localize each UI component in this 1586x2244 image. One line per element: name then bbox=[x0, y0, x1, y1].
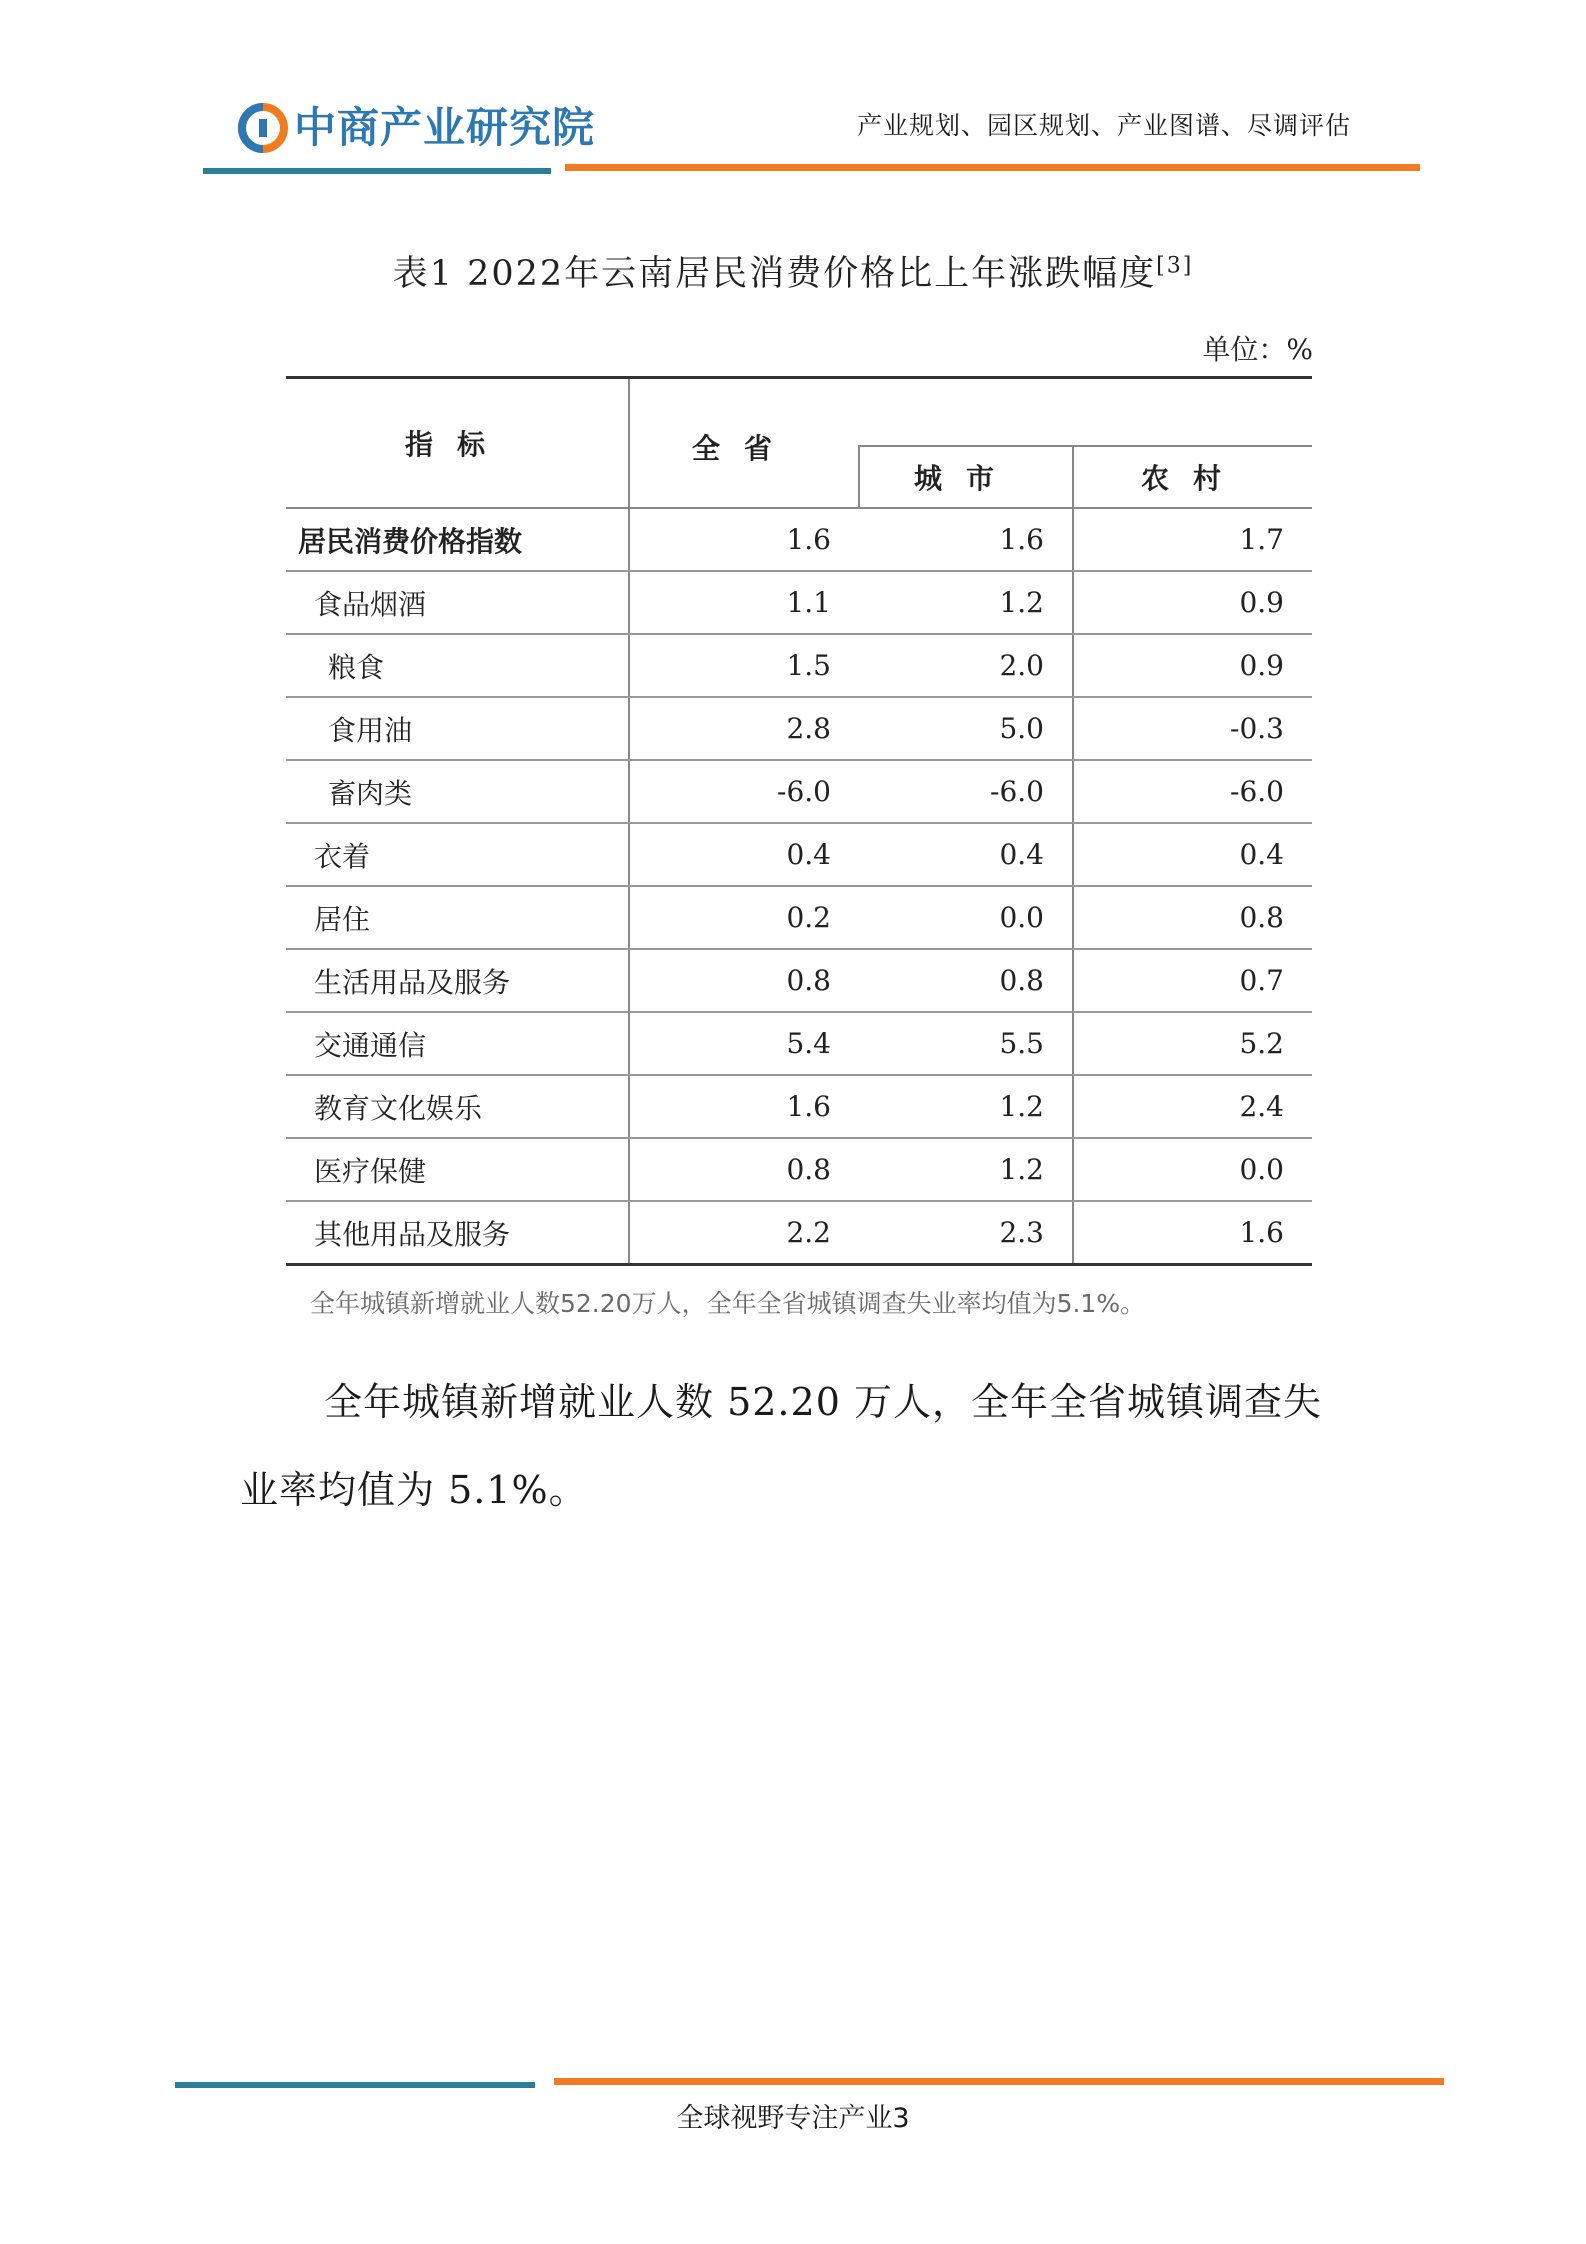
cell-rural: -0.3 bbox=[1073, 697, 1312, 760]
body-paragraph: 全年城镇新增就业人数 52.20 万人，全年全省城镇调查失业率均值为 5.1%。 bbox=[240, 1380, 1322, 1512]
cell-province: 0.8 bbox=[629, 949, 859, 1012]
brand-logo-icon bbox=[238, 103, 288, 153]
cell-province: 0.4 bbox=[629, 823, 859, 886]
cell-rural: 1.7 bbox=[1073, 508, 1312, 571]
table-title bbox=[0, 246, 1586, 296]
brand-name: 中商产业研究院 bbox=[294, 103, 596, 152]
table-row bbox=[286, 886, 1312, 949]
cell-city: 5.5 bbox=[859, 1012, 1073, 1075]
cell-province: 1.5 bbox=[629, 634, 859, 697]
row-label: 食品烟酒 bbox=[286, 571, 629, 634]
table-row bbox=[286, 508, 1312, 571]
cell-rural: 0.9 bbox=[1073, 634, 1312, 697]
table-row bbox=[286, 1075, 1312, 1138]
header-rural: 农村 bbox=[1073, 446, 1312, 508]
table-row bbox=[286, 571, 1312, 634]
brand-logo bbox=[238, 100, 595, 156]
cell-city: 1.2 bbox=[859, 1075, 1073, 1138]
cell-rural: 2.4 bbox=[1073, 1075, 1312, 1138]
row-label: 生活用品及服务 bbox=[286, 949, 629, 1012]
cell-rural: 5.2 bbox=[1073, 1012, 1312, 1075]
cell-rural: 0.8 bbox=[1073, 886, 1312, 949]
cell-rural: 0.7 bbox=[1073, 949, 1312, 1012]
header-city: 城市 bbox=[859, 446, 1073, 508]
cell-province: 0.8 bbox=[629, 1138, 859, 1201]
cell-city: 0.8 bbox=[859, 949, 1073, 1012]
cell-province: 1.6 bbox=[629, 508, 859, 571]
table-reference: [3] bbox=[1156, 253, 1194, 279]
table-title-text: 表1 2022年云南居民消费价格比上年涨跌幅度 bbox=[392, 254, 1157, 294]
row-label: 食用油 bbox=[286, 697, 629, 760]
footer-rule-teal bbox=[175, 2082, 535, 2088]
cell-city: 1.2 bbox=[859, 1138, 1073, 1201]
cell-rural: 0.9 bbox=[1073, 571, 1312, 634]
header-rule-orange bbox=[565, 164, 1420, 171]
row-label: 畜肉类 bbox=[286, 760, 629, 823]
footer-rule-orange bbox=[554, 2078, 1444, 2085]
cell-province: 1.1 bbox=[629, 571, 859, 634]
cell-city: 2.3 bbox=[859, 1201, 1073, 1265]
cell-province: 1.6 bbox=[629, 1075, 859, 1138]
header-spacer bbox=[859, 378, 1312, 447]
cell-province: 2.8 bbox=[629, 697, 859, 760]
cell-rural: 1.6 bbox=[1073, 1201, 1312, 1265]
cell-province: 0.2 bbox=[629, 886, 859, 949]
header-rule-teal bbox=[203, 168, 551, 174]
header-indicator: 指标 bbox=[286, 378, 629, 509]
row-label: 居住 bbox=[286, 886, 629, 949]
row-label: 粮食 bbox=[286, 634, 629, 697]
table-row bbox=[286, 697, 1312, 760]
table-row bbox=[286, 949, 1312, 1012]
header-province: 全省 bbox=[629, 378, 859, 509]
cell-city: 0.0 bbox=[859, 886, 1073, 949]
cell-city: 5.0 bbox=[859, 697, 1073, 760]
cell-province: 5.4 bbox=[629, 1012, 859, 1075]
row-label: 居民消费价格指数 bbox=[286, 508, 629, 571]
cell-city: 0.4 bbox=[859, 823, 1073, 886]
row-label: 教育文化娱乐 bbox=[286, 1075, 629, 1138]
table-row bbox=[286, 1138, 1312, 1201]
cell-city: 1.6 bbox=[859, 508, 1073, 571]
row-label: 医疗保健 bbox=[286, 1138, 629, 1201]
cell-province: 2.2 bbox=[629, 1201, 859, 1265]
row-label: 交通通信 bbox=[286, 1012, 629, 1075]
cell-rural: -6.0 bbox=[1073, 760, 1312, 823]
header-slogan: 产业规划、园区规划、产业图谱、尽调评估 bbox=[856, 111, 1351, 140]
row-label: 其他用品及服务 bbox=[286, 1201, 629, 1265]
table-row bbox=[286, 760, 1312, 823]
cell-province: -6.0 bbox=[629, 760, 859, 823]
cell-city: 1.2 bbox=[859, 571, 1073, 634]
cell-city: 2.0 bbox=[859, 634, 1073, 697]
table-caption: 全年城镇新增就业人数52.20万人，全年全省城镇调查失业率均值为5.1%。 bbox=[310, 1289, 1146, 1318]
cell-rural: 0.4 bbox=[1073, 823, 1312, 886]
table-row bbox=[286, 823, 1312, 886]
footer-text: 全球视野专注产业3 bbox=[676, 2103, 910, 2134]
table-row bbox=[286, 1201, 1312, 1265]
cell-rural: 0.0 bbox=[1073, 1138, 1312, 1201]
cpi-table bbox=[286, 376, 1312, 1266]
table-row bbox=[286, 1012, 1312, 1075]
table-row bbox=[286, 634, 1312, 697]
row-label: 衣着 bbox=[286, 823, 629, 886]
cell-city: -6.0 bbox=[859, 760, 1073, 823]
table-unit: 单位：% bbox=[1202, 333, 1313, 366]
